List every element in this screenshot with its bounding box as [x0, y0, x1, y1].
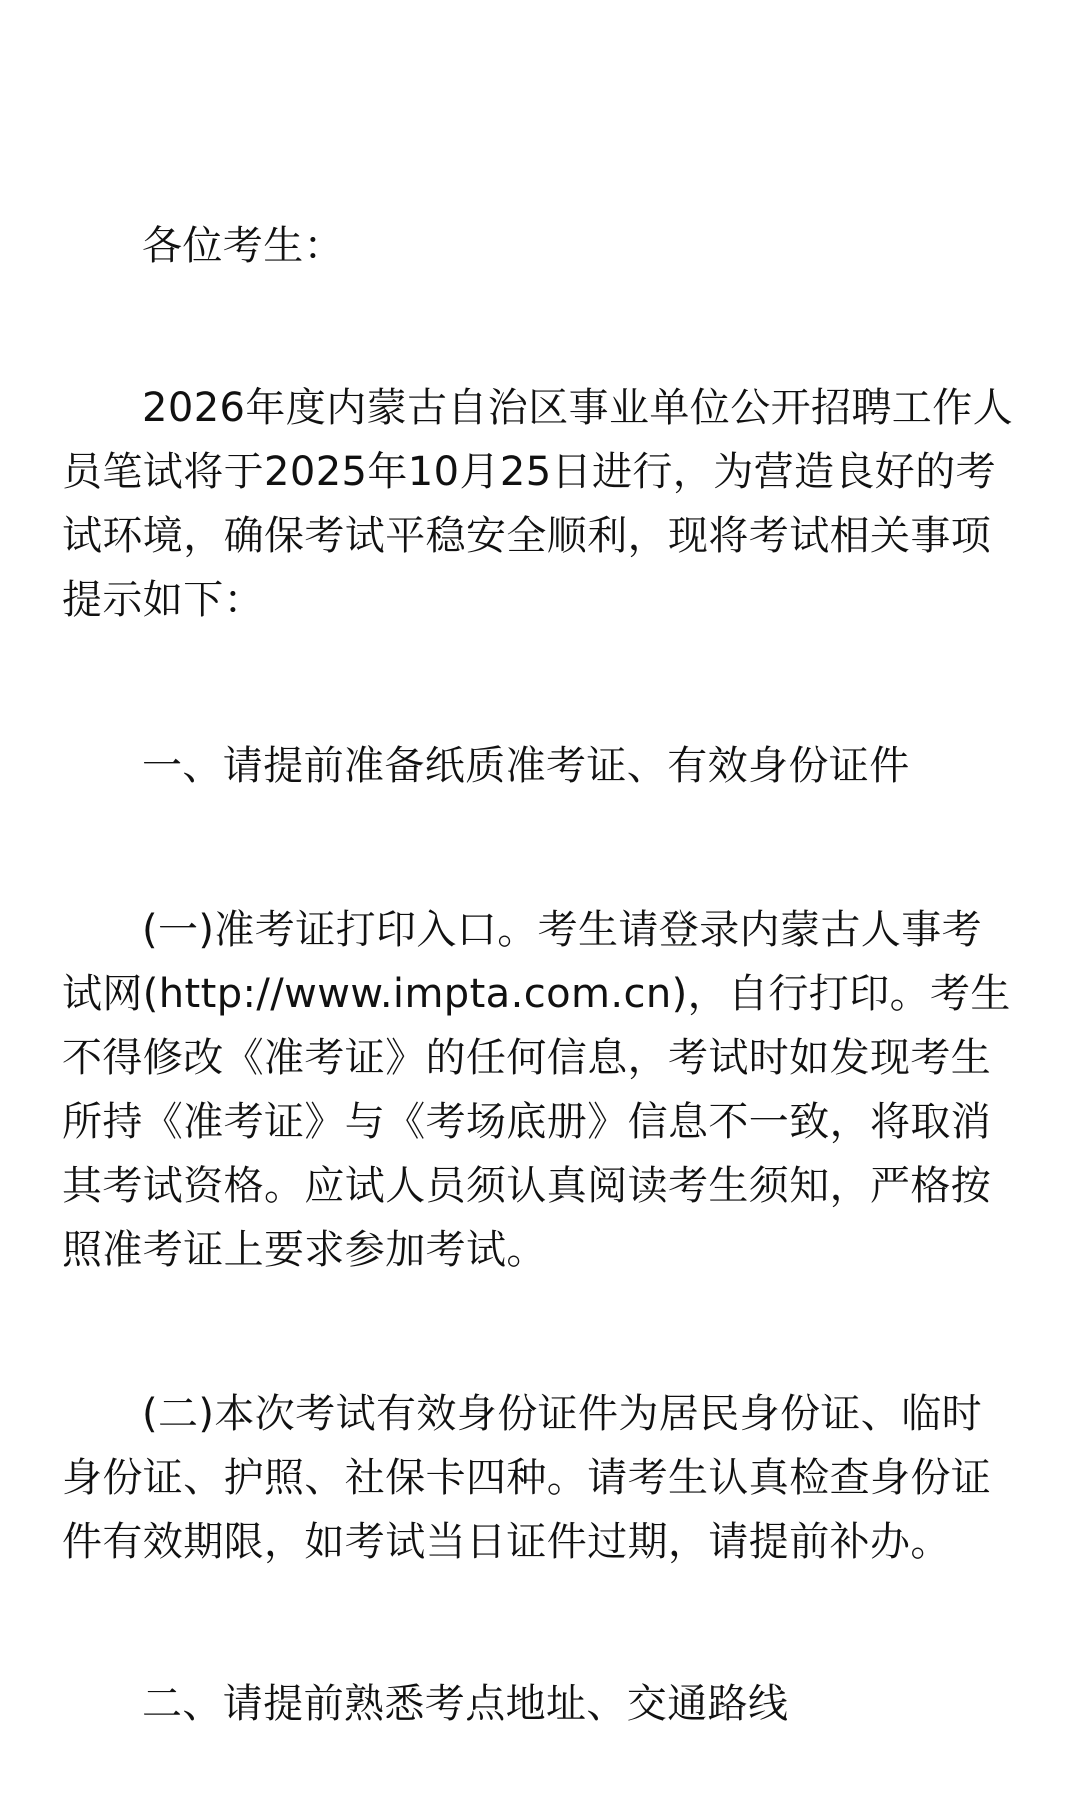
- section-1-item-1: (一)准考证打印入口。考生请登录内蒙古人事考试网(http://www.impta.com.cn)，自行打印。考生不得修改《准考证》的任何信息，考试时如发现考生所持《准考证》与《考场底册》信息不一致，将取消其考试资格。应试人员须认真阅读考生须知，严格按照准考证上要求参加考试。: [62, 907, 1011, 1273]
- section-1-item-2: (二)本次考试有效身份证件为居民身份证、临时身份证、护照、社保卡四种。请考生认真检查身份证件有效期限，如考试当日证件过期，请提前补办。: [62, 1391, 992, 1565]
- greeting: 各位考生：: [142, 223, 344, 269]
- section-2-heading: 二、请提前熟悉考点地址、交通路线: [142, 1681, 789, 1727]
- intro-paragraph: 2026年度内蒙古自治区事业单位公开招聘工作人员笔试将于2025年10月25日进行，为营造良好的考试环境，确保考试平稳安全顺利，现将考试相关事项提示如下：: [62, 385, 1013, 623]
- section-1-heading: 一、请提前准备纸质准考证、有效身份证件: [142, 743, 910, 789]
